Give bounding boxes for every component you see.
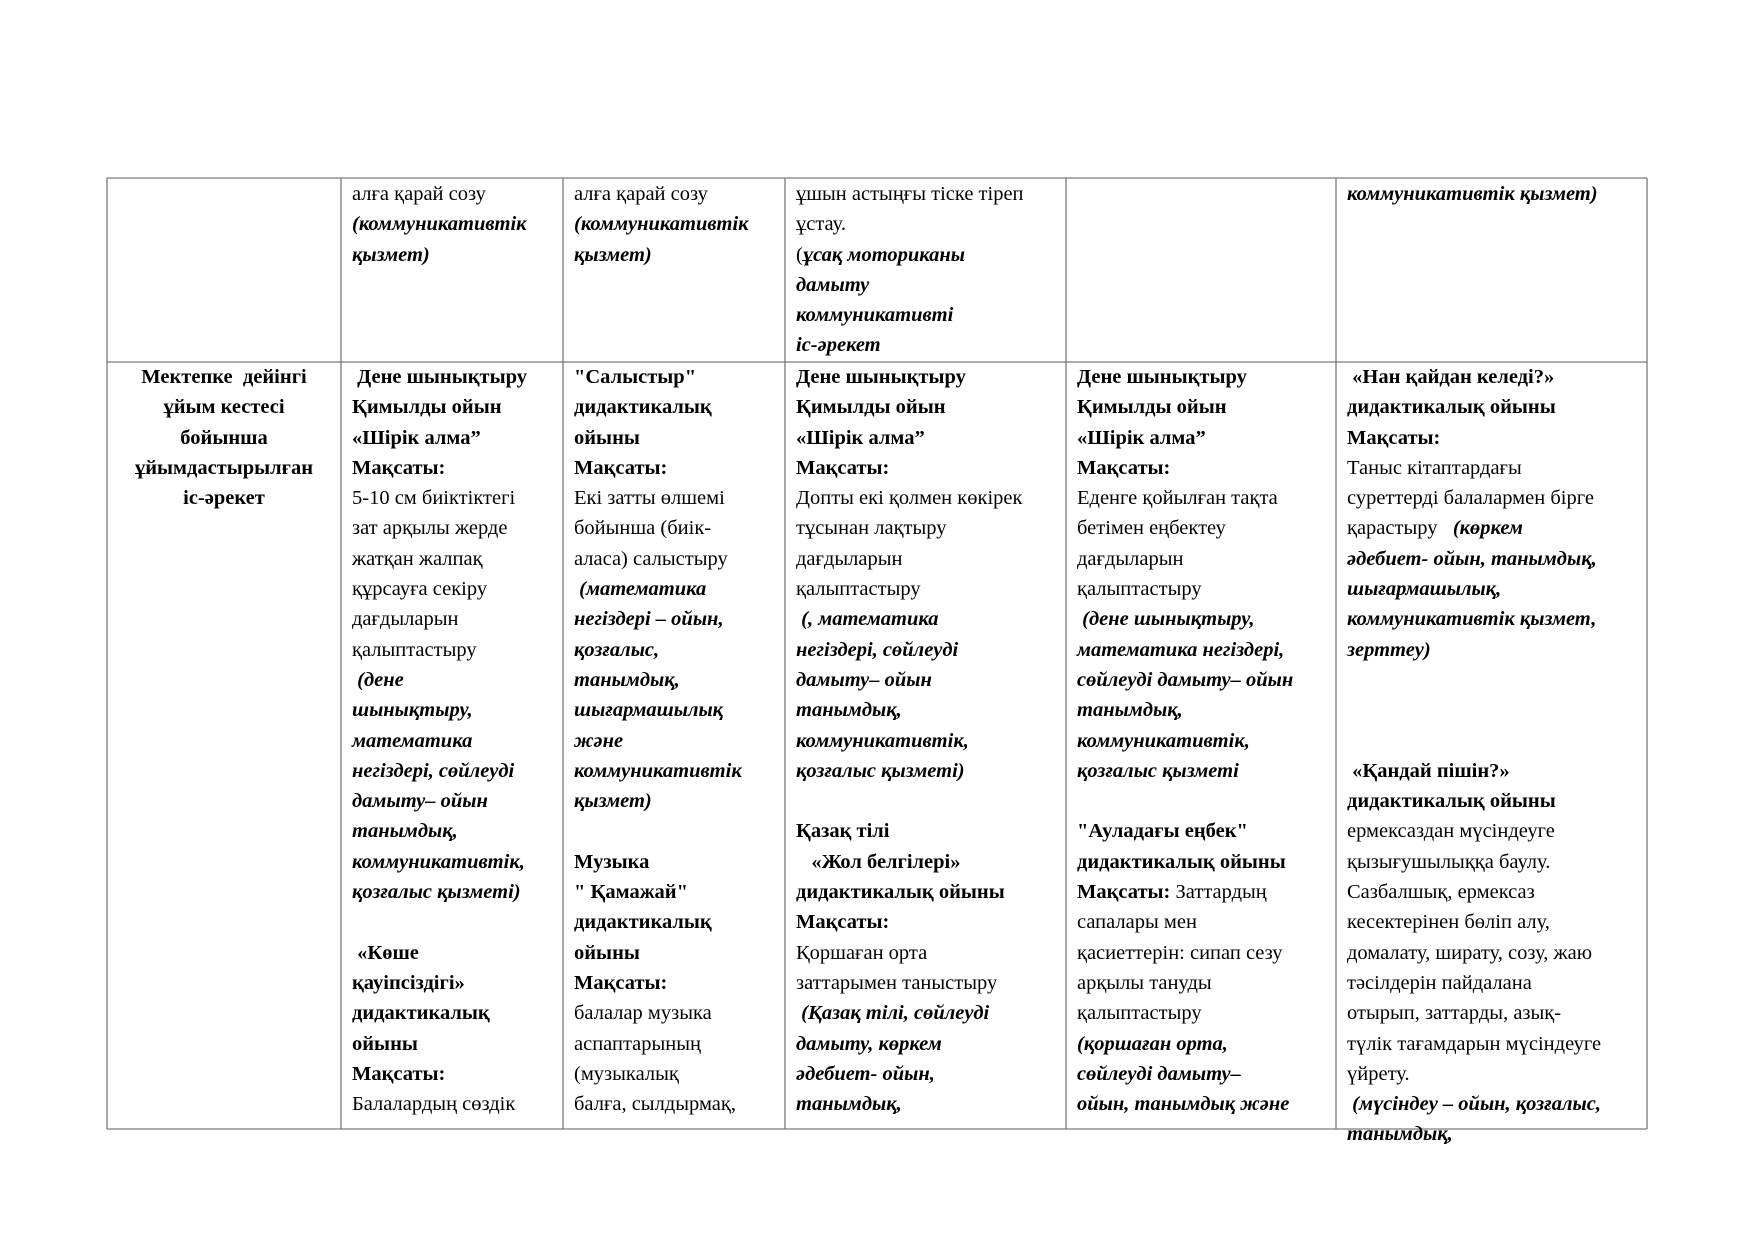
cell-line xyxy=(796,513,1064,543)
cell-text: математика xyxy=(352,729,473,752)
cell-text: қозғалыс, xyxy=(574,638,660,661)
table-cell xyxy=(1347,362,1645,1150)
cell-line xyxy=(796,240,1064,270)
cell-line xyxy=(352,816,562,846)
cell-text: қызмет) xyxy=(352,243,430,266)
cell-line xyxy=(574,483,784,513)
cell-line xyxy=(1077,362,1335,392)
cell-text: Қимылды ойын xyxy=(1077,396,1227,419)
cell-line xyxy=(1347,179,1645,209)
cell-text: коммуникативтік қызмет) xyxy=(1347,183,1598,205)
cell-text: (көркем xyxy=(1452,517,1523,540)
cell-line xyxy=(796,665,1064,695)
cell-text: Дене шынықтыру xyxy=(352,366,528,388)
cell-line xyxy=(1347,1089,1645,1119)
cell-line xyxy=(1077,1089,1335,1119)
cell-line xyxy=(1077,604,1335,634)
cell-line xyxy=(796,209,1064,239)
cell-text: ойын, танымдық және xyxy=(1077,1093,1290,1116)
cell-line xyxy=(1347,604,1645,634)
cell-text: негіздері, сөйлеуді xyxy=(352,759,515,782)
cell-text: зат арқылы жерде xyxy=(352,517,508,540)
cell-line xyxy=(796,270,1064,300)
cell-text: коммуникативтік, xyxy=(352,850,525,873)
cell-text: суреттерді балалармен бірге xyxy=(1347,487,1594,510)
cell-line xyxy=(1347,907,1645,937)
cell-text: (мүсіндеу – ойын, қозғалыс, xyxy=(1347,1093,1601,1116)
cell-line xyxy=(796,423,1064,453)
cell-line xyxy=(796,574,1064,604)
cell-text: (, математика xyxy=(796,608,939,631)
cell-text: жатқан жалпақ xyxy=(352,547,483,570)
cell-text: іс-әрекет xyxy=(183,487,265,510)
cell-line xyxy=(796,756,1064,786)
cell-text: (коммуникативтік xyxy=(352,213,527,236)
cell-line xyxy=(1347,392,1645,422)
cell-line xyxy=(1077,786,1335,816)
cell-text: алға қарай созу xyxy=(574,183,708,205)
cell-line xyxy=(1077,938,1335,968)
cell-text: қозғалыс қызметі) xyxy=(352,881,521,904)
cell-line xyxy=(796,786,1064,816)
cell-line xyxy=(1077,1059,1335,1089)
cell-line xyxy=(1347,544,1645,574)
cell-line xyxy=(796,907,1064,937)
cell-text: қалыптастыру xyxy=(1077,578,1202,601)
cell-line xyxy=(1077,513,1335,543)
cell-line xyxy=(1077,756,1335,786)
cell-line xyxy=(1347,786,1645,816)
cell-text: Мақсаты: xyxy=(1077,456,1171,479)
cell-line xyxy=(796,877,1064,907)
cell-line xyxy=(352,392,562,422)
cell-line xyxy=(352,453,562,483)
cell-text: қызмет) xyxy=(574,790,652,813)
cell-line xyxy=(574,240,784,270)
cell-text: бойынша xyxy=(180,426,268,449)
cell-line xyxy=(796,635,1064,665)
cell-text: шығармашылық, xyxy=(1347,578,1502,601)
cell-line xyxy=(352,1089,562,1119)
cell-text: дамыту– ойын xyxy=(796,668,932,691)
cell-line xyxy=(352,695,562,725)
cell-text: қызмет) xyxy=(574,243,652,266)
cell-text: (коммуникативтік xyxy=(574,213,749,236)
cell-text: Мақсаты: xyxy=(352,456,446,479)
cell-line xyxy=(352,362,562,392)
cell-line xyxy=(796,847,1064,877)
cell-text: сөйлеуді дамыту– xyxy=(1077,1062,1241,1085)
cell-text: «Шірік алма” xyxy=(1077,426,1206,449)
cell-text: арқылы тануды xyxy=(1077,971,1212,994)
cell-text: Мақсаты: xyxy=(796,456,890,479)
cell-line xyxy=(574,786,784,816)
cell-text: кесектерінен бөліп алу, xyxy=(1347,911,1550,934)
cell-line xyxy=(574,179,784,209)
cell-line xyxy=(1347,847,1645,877)
cell-line xyxy=(1347,726,1645,756)
cell-line xyxy=(352,907,562,937)
cell-text: шығармашылық xyxy=(574,699,724,722)
cell-text: "Ауладағы еңбек" xyxy=(1077,820,1248,843)
cell-line xyxy=(109,453,339,483)
cell-text: ( xyxy=(796,243,803,266)
cell-line xyxy=(1347,1029,1645,1059)
cell-text: Дене шынықтыру xyxy=(796,366,966,388)
cell-line xyxy=(796,483,1064,513)
cell-text: Екі затты өлшемі xyxy=(574,487,725,510)
cell-line xyxy=(574,604,784,634)
cell-text: дидактикалық ойыны xyxy=(1077,850,1286,873)
cell-line xyxy=(574,423,784,453)
cell-line xyxy=(574,1089,784,1119)
table-cell xyxy=(352,362,562,1119)
cell-line xyxy=(1077,816,1335,846)
cell-line xyxy=(574,847,784,877)
cell-text: (дене xyxy=(352,668,404,691)
cell-text: балға, сылдырмақ, xyxy=(574,1093,736,1116)
cell-line xyxy=(574,544,784,574)
cell-text: түлік тағамдарын мүсіндеуге xyxy=(1347,1032,1602,1055)
table-cell xyxy=(352,179,562,270)
cell-text: коммуникативтік қызмет, xyxy=(1347,608,1597,631)
cell-text: дамыту, көркем xyxy=(796,1032,942,1055)
cell-text: коммуникативтік, xyxy=(796,729,969,752)
cell-text: Музыка xyxy=(574,850,650,873)
cell-text: (қоршаған орта, xyxy=(1077,1032,1228,1055)
cell-text: ұйымдастырылған xyxy=(134,456,314,479)
cell-text: қасиеттерін: сипап сезу xyxy=(1077,941,1283,964)
cell-line xyxy=(796,1029,1064,1059)
cell-text: тәсілдерін пайдалана xyxy=(1347,971,1532,994)
cell-line xyxy=(1347,1059,1645,1089)
cell-line xyxy=(574,513,784,543)
cell-text: ойыны xyxy=(574,426,640,449)
cell-text: аспаптарының xyxy=(574,1032,702,1055)
cell-text: үйрету. xyxy=(1347,1062,1410,1085)
cell-line xyxy=(1077,392,1335,422)
cell-line xyxy=(796,179,1064,209)
cell-text: негіздері, сөйлеуді xyxy=(796,638,959,661)
cell-text: аласа) салыстыру xyxy=(574,547,728,570)
cell-line xyxy=(574,362,784,392)
cell-line xyxy=(109,423,339,453)
cell-text: Сазбалшық, ермексаз xyxy=(1347,881,1535,904)
cell-text: қызығушылыққа баулу. xyxy=(1347,850,1551,873)
cell-line xyxy=(796,362,1064,392)
cell-text: дидактикалық ойыны xyxy=(1347,396,1556,419)
cell-line xyxy=(796,300,1064,330)
cell-line xyxy=(352,423,562,453)
cell-text: коммуникативтік, xyxy=(1077,729,1250,752)
cell-line xyxy=(1077,968,1335,998)
cell-line xyxy=(574,1059,784,1089)
cell-text: "Салыстыр" xyxy=(574,366,697,388)
cell-line xyxy=(796,604,1064,634)
cell-line xyxy=(352,604,562,634)
cell-text: дидактикалық xyxy=(574,396,712,419)
table-cell xyxy=(796,362,1064,1119)
cell-line xyxy=(796,968,1064,998)
cell-line xyxy=(1077,726,1335,756)
cell-line xyxy=(796,816,1064,846)
cell-text: танымдық, xyxy=(574,668,680,691)
cell-line xyxy=(574,726,784,756)
cell-line xyxy=(352,938,562,968)
cell-text: шынықтыру, xyxy=(352,699,473,722)
cell-line xyxy=(1347,635,1645,665)
cell-text: әдебиет- ойын, танымдық, xyxy=(1347,547,1597,570)
cell-text: Допты екі қолмен көкірек xyxy=(796,487,1023,510)
cell-line xyxy=(352,513,562,543)
cell-text: балалар музыка xyxy=(574,1002,712,1025)
cell-text: (Қазақ тілі, сөйлеуді xyxy=(796,1002,990,1025)
cell-text: Мақсаты: xyxy=(574,456,668,479)
cell-line xyxy=(1347,423,1645,453)
cell-text: тұсынан лақтыру xyxy=(796,517,947,540)
cell-text: және xyxy=(574,729,624,752)
cell-line xyxy=(352,574,562,604)
cell-line xyxy=(352,1029,562,1059)
cell-line xyxy=(796,1059,1064,1089)
cell-line xyxy=(574,574,784,604)
cell-text: дағдыларын xyxy=(1077,547,1184,570)
table-cell xyxy=(796,179,1064,361)
cell-line xyxy=(352,665,562,695)
cell-line xyxy=(574,877,784,907)
cell-text: Мақсаты: xyxy=(352,1062,446,1085)
cell-line xyxy=(574,453,784,483)
cell-text: ермексаздан мүсіндеуге xyxy=(1347,820,1555,843)
cell-line xyxy=(1347,695,1645,725)
cell-line xyxy=(574,665,784,695)
cell-line xyxy=(574,907,784,937)
cell-line xyxy=(574,968,784,998)
cell-text: ұйым кестесі xyxy=(163,396,285,419)
cell-line xyxy=(574,209,784,239)
cell-text: Мектепке дейінгі xyxy=(141,366,307,388)
cell-line xyxy=(1077,907,1335,937)
cell-line xyxy=(574,816,784,846)
cell-text: танымдық, xyxy=(352,820,458,843)
cell-text: Мақсаты: xyxy=(1077,881,1176,904)
cell-line xyxy=(1077,1029,1335,1059)
cell-text: «Көше xyxy=(352,941,419,964)
cell-text: " Қамажай" xyxy=(574,881,689,904)
cell-text: ұсақ моториканы xyxy=(802,243,966,266)
table-cell xyxy=(1077,362,1335,1119)
cell-text: Еденге қойылған тақта xyxy=(1077,487,1278,510)
cell-line xyxy=(352,968,562,998)
cell-text: Қимылды ойын xyxy=(796,396,946,419)
cell-text: дағдыларын xyxy=(796,547,903,570)
cell-line xyxy=(1347,362,1645,392)
cell-text: қалыптастыру xyxy=(796,578,921,601)
cell-text: Қазақ тілі xyxy=(796,820,890,843)
cell-line xyxy=(796,544,1064,574)
cell-line xyxy=(1347,453,1645,483)
table-cell xyxy=(574,179,784,270)
cell-line xyxy=(1077,665,1335,695)
cell-text: танымдық, xyxy=(796,699,902,722)
cell-text: 5-10 см биіктіктегі xyxy=(352,487,516,510)
table-cell xyxy=(1347,179,1645,209)
cell-line xyxy=(1347,574,1645,604)
cell-text: танымдық, xyxy=(1347,1123,1453,1146)
cell-line xyxy=(1347,1119,1645,1149)
cell-text: сапалары мен xyxy=(1077,911,1197,934)
cell-line xyxy=(1077,847,1335,877)
cell-text: ойыны xyxy=(574,941,640,964)
cell-text: дидактикалық ойыны xyxy=(1347,790,1556,813)
cell-text: Мақсаты: xyxy=(574,971,668,994)
cell-line xyxy=(574,392,784,422)
cell-text: математика негіздері, xyxy=(1077,638,1285,661)
cell-text: «Шірік алма” xyxy=(352,426,481,449)
cell-line xyxy=(352,726,562,756)
cell-text: Мақсаты: xyxy=(796,911,890,934)
cell-text: «Шірік алма” xyxy=(796,426,925,449)
cell-line xyxy=(796,695,1064,725)
cell-text: қауіпсіздігі» xyxy=(352,971,465,994)
cell-line xyxy=(574,938,784,968)
cell-text: коммуникативтік xyxy=(574,759,742,782)
cell-line xyxy=(1347,483,1645,513)
cell-text: қалыптастыру xyxy=(352,638,477,661)
cell-line xyxy=(1077,998,1335,1028)
cell-text: Дене шынықтыру xyxy=(1077,366,1247,388)
cell-line xyxy=(352,240,562,270)
cell-text: ұшын астыңғы тіске тіреп xyxy=(796,183,1024,205)
cell-line xyxy=(574,998,784,1028)
cell-line xyxy=(574,695,784,725)
cell-line xyxy=(574,1029,784,1059)
cell-text: Таныс кітаптардағы xyxy=(1347,456,1522,479)
cell-text: қозғалыс қызметі xyxy=(1077,759,1239,782)
cell-text: (дене шынықтыру, xyxy=(1077,608,1255,631)
cell-line xyxy=(1077,877,1335,907)
cell-line xyxy=(109,392,339,422)
cell-line xyxy=(352,786,562,816)
cell-text: дамыту xyxy=(796,273,870,296)
cell-line xyxy=(796,392,1064,422)
cell-line xyxy=(1347,938,1645,968)
cell-line xyxy=(352,756,562,786)
cell-line xyxy=(796,330,1064,360)
cell-text: қарастыру xyxy=(1347,517,1453,540)
cell-text: (математика xyxy=(574,578,707,601)
cell-line xyxy=(1077,695,1335,725)
cell-text: Балалардың сөздік xyxy=(352,1093,516,1116)
cell-line xyxy=(574,756,784,786)
cell-line xyxy=(352,847,562,877)
cell-text: танымдық, xyxy=(1077,699,1183,722)
cell-text: Қоршаған орта xyxy=(796,941,928,964)
cell-text: танымдық, xyxy=(796,1093,902,1116)
cell-text: «Нан қайдан келеді?» xyxy=(1347,366,1555,388)
cell-text: ойыны xyxy=(352,1032,418,1055)
cell-text: (музыкалық xyxy=(574,1062,679,1085)
cell-line xyxy=(352,877,562,907)
cell-line xyxy=(796,726,1064,756)
cell-line xyxy=(1347,816,1645,846)
cell-line xyxy=(1347,665,1645,695)
cell-line xyxy=(1077,483,1335,513)
cell-line xyxy=(574,635,784,665)
cell-text: дидактикалық xyxy=(352,1002,490,1025)
cell-text: қалыптастыру xyxy=(1077,1002,1202,1025)
cell-line xyxy=(796,998,1064,1028)
cell-text: негіздері – ойын, xyxy=(574,608,724,631)
cell-text: әдебиет- ойын, xyxy=(796,1062,935,1085)
cell-line xyxy=(352,635,562,665)
cell-line xyxy=(1347,756,1645,786)
cell-line xyxy=(1347,998,1645,1028)
cell-text: құрсауға секіру xyxy=(352,578,488,601)
table-cell xyxy=(109,362,339,513)
cell-text: домалату, ширату, созу, жаю xyxy=(1347,941,1593,964)
cell-text: «Жол белгілері» xyxy=(796,850,961,873)
cell-text: сөйлеуді дамыту– ойын xyxy=(1077,668,1294,691)
cell-text: дамыту– ойын xyxy=(352,790,488,813)
cell-line xyxy=(352,179,562,209)
cell-line xyxy=(352,1059,562,1089)
cell-line xyxy=(1077,635,1335,665)
cell-line xyxy=(796,1089,1064,1119)
cell-text: алға қарай созу xyxy=(352,183,486,205)
cell-line xyxy=(1077,574,1335,604)
cell-text: зерттеу) xyxy=(1347,638,1431,661)
cell-line xyxy=(352,209,562,239)
cell-text: Мақсаты: xyxy=(1347,426,1441,449)
cell-text: коммуникативті xyxy=(796,304,954,327)
cell-text: ұстау. xyxy=(796,213,846,236)
cell-line xyxy=(796,453,1064,483)
cell-line xyxy=(796,938,1064,968)
cell-line xyxy=(109,483,339,513)
cell-line xyxy=(1077,544,1335,574)
cell-text: Қимылды ойын xyxy=(352,396,502,419)
cell-line xyxy=(1077,453,1335,483)
cell-line xyxy=(1347,877,1645,907)
cell-text: «Қандай пішін?» xyxy=(1347,759,1510,782)
cell-line xyxy=(352,998,562,1028)
cell-text: бетімен еңбектеу xyxy=(1077,517,1226,540)
cell-line xyxy=(352,483,562,513)
cell-text: дағдыларын xyxy=(352,608,459,631)
cell-line xyxy=(1347,513,1645,543)
cell-text: дидактикалық xyxy=(574,911,712,934)
cell-line xyxy=(1347,968,1645,998)
cell-line xyxy=(352,544,562,574)
cell-text: дидактикалық ойыны xyxy=(796,881,1005,904)
cell-text: бойынша (биік- xyxy=(574,517,712,540)
cell-line xyxy=(1077,423,1335,453)
cell-text: заттарымен таныстыру xyxy=(796,971,998,994)
table-cell xyxy=(574,362,784,1119)
cell-line xyxy=(109,362,339,392)
cell-text: қозғалыс қызметі) xyxy=(796,759,965,782)
cell-text: отырып, заттарды, азық- xyxy=(1347,1002,1562,1025)
cell-text: іс-әрекет xyxy=(796,334,881,357)
cell-text: Заттардың xyxy=(1175,881,1267,904)
